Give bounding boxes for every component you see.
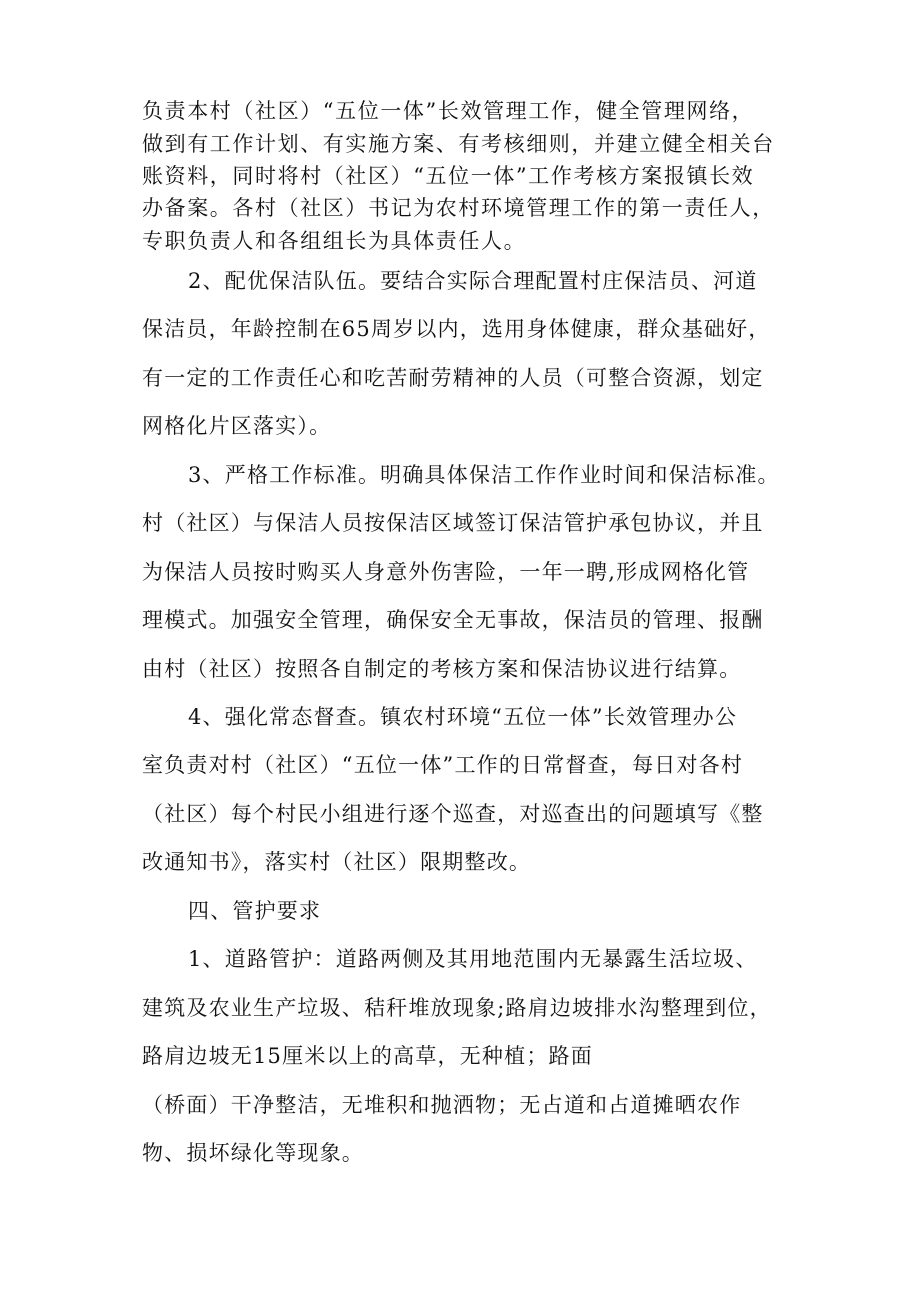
- text-line: 建筑及农业生产垃圾、秸秆堆放现象;路肩边坡排水沟整理到位，: [142, 996, 772, 1020]
- text-line: 账资料，同时将村（社区）“五位一体”工作考核方案报镇长效: [142, 164, 755, 188]
- text-line: 保洁员，年龄控制在65周岁以内，选用身体健康，群众基础好，: [142, 317, 771, 341]
- text-line: 物、损坏绿化等现象。: [142, 1141, 364, 1165]
- paragraph-5-start: 1、道路管护：道路两侧及其用地范围内无暴露生活垃圾、: [188, 947, 758, 971]
- text-line: 改通知书》，落实村（社区）限期整改。: [142, 850, 532, 874]
- text-line: （社区）每个村民小组进行逐个巡查，对巡查出的问题填写《整: [142, 802, 764, 826]
- text-line: 办备案。各村（社区）书记为农村环境管理工作的第一责任人，: [142, 196, 775, 220]
- paragraph-3-start: 3、严格工作标准。明确具体保洁工作作业时间和保洁标准。: [188, 463, 780, 487]
- text-line: 路肩边坡无15厘米以上的高草，无种植；路面: [142, 1044, 593, 1068]
- text-line: 理模式。加强安全管理，确保安全无事故，保洁员的管理、报酬: [142, 608, 764, 632]
- text-line: 有一定的工作责任心和吃苦耐劳精神的人员（可整合资源，划定: [142, 366, 764, 390]
- text-line: 村（社区）与保洁人员按保洁区域签订保洁管护承包协议，并且: [142, 511, 764, 535]
- text-line: 做到有工作计划、有实施方案、有考核细则，并建立健全相关台: [142, 132, 775, 156]
- text-line: 负责本村（社区）“五位一体”长效管理工作，健全管理网络，: [142, 99, 755, 123]
- paragraph-2-start: 2、配优保洁队伍。要结合实际合理配置村庄保洁员、河道: [188, 269, 758, 293]
- section-heading: 四、管护要求: [188, 899, 322, 923]
- text-line: （桥面）干净整洁，无堆积和抛洒物；无占道和占道摊晒农作: [142, 1093, 742, 1117]
- text-line: 网格化片区落实）。: [142, 414, 332, 438]
- text-line: 由村（社区）按照各自制定的考核方案和保洁协议进行结算。: [142, 657, 742, 681]
- text-line: 为保洁人员按时购买人身意外伤害险，一年一聘,形成网格化管: [142, 560, 750, 584]
- text-line: 室负责对村（社区）“五位一体”工作的日常督查，每日对各村: [142, 753, 744, 777]
- paragraph-4-start: 4、强化常态督查。镇农村环境“五位一体”长效管理办公: [188, 705, 738, 729]
- text-line: 专职负责人和各组组长为具体责任人。: [142, 229, 527, 253]
